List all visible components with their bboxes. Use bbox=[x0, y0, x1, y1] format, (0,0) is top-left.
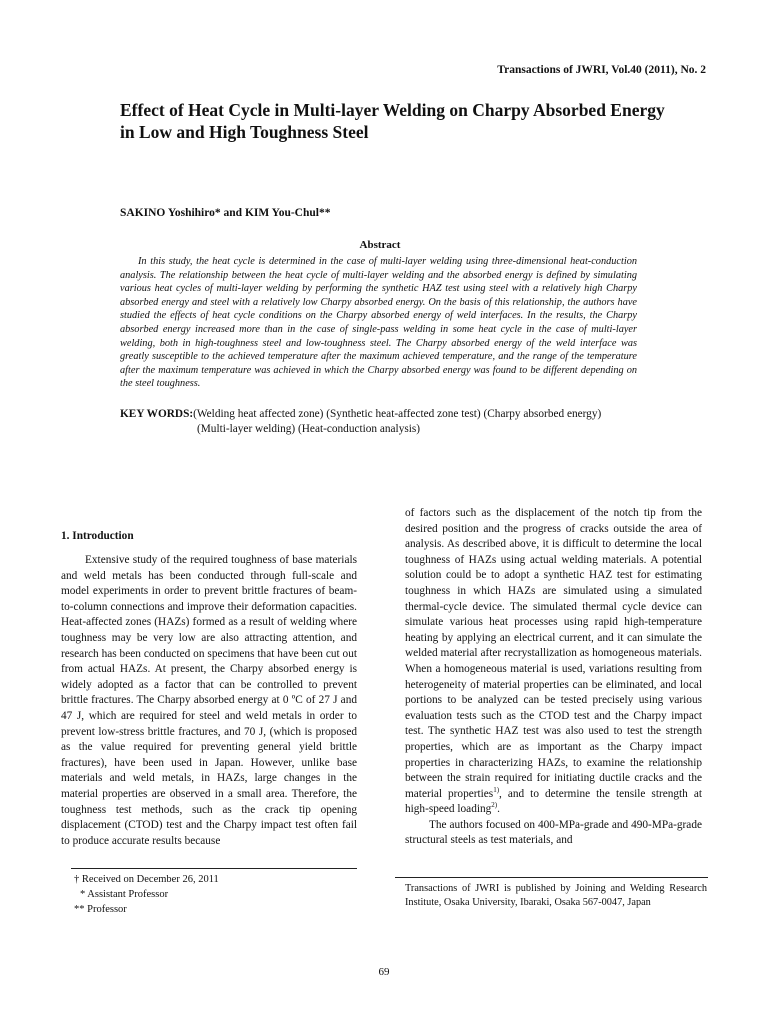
section-heading-introduction: 1. Introduction bbox=[61, 530, 134, 542]
footnote-professor: ** Professor bbox=[74, 904, 127, 915]
abstract-heading: Abstract bbox=[359, 239, 401, 251]
footnote-assistant-professor: * Assistant Professor bbox=[80, 889, 169, 900]
paper-title: Effect of Heat Cycle in Multi-layer Welding on Charpy Absorbed Energy in Low and High Toughness Steel bbox=[120, 100, 665, 142]
intro-continued-text-b: , and to determine the tensile strength at high-speed loading bbox=[405, 787, 702, 816]
footnote-divider bbox=[71, 868, 357, 869]
intro-paragraph-1: Extensive study of the required toughness of base materials and weld metals has been conducted through full-scale and model experiments in order to prevent brittle fractures of beam-to-column connections and improve their deformation capacities. Heat-affected zones (HAZs) formed as a result of welding where toughness may be very low are also attracting attention, and research has been conducted on specimens that have been cut out from actual HAZs. At present, the Charpy absorbed energy is widely adopted as a factor that can be controlled to prevent brittle fractures. The Charpy absorbed energy at 0 ºC of 27 J and 47 J, which are required for steel and weld metals in order to prevent low-stress brittle fractures, and 70 J, (which is proposed as the value required for preventing general yield brittle fractures), have been used in Japan. However, unlike base materials and weld metals, in HAZs, large changes in the material properties are observed in a small area. Therefore, the toughness test methods, such as the crack tip opening displacement (CTOD) test and the Charpy impact test often fail to produce accurate results because bbox=[61, 554, 357, 847]
journal-header: Transactions of JWRI, Vol.40 (2011), No. 2 bbox=[497, 64, 706, 76]
citation-2: 2) bbox=[491, 801, 498, 810]
publisher-divider bbox=[395, 877, 708, 878]
citation-1: 1) bbox=[493, 785, 500, 794]
footnote-received: † Received on December 26, 2011 bbox=[74, 874, 219, 885]
abstract-text: In this study, the heat cycle is determined in the case of multi-layer welding using three-dimensional heat-conduction analysis. The relationship between the heat cycle of multi-layer welding and the absorbed energy is defined by simulating various heat cycles of multi-layer welding by performing the synthetic HAZ test using steel with a relatively high Charpy absorbed energy and steel with a relatively low Charpy absorbed energy. On the basis of this relationship, the authors have studied the effects of heat cycle conditions on the Charpy absorbed energy of weld interfaces. In the results, the Charpy absorbed energy increased more than in the case of single-pass welding in some heat cycle in the case of multi-layer welding, both in high-toughness steel and low-toughness steel. The Charpy absorbed energy of the weld interface was greatly susceptible to the achieved temperature after the maximum achieved temperature, and the range of the temperature after the maximum temperature was achieved in which the Charpy absorbed energy was found to be different depending on the steel toughness. bbox=[120, 256, 637, 390]
publisher-note: Transactions of JWRI is published by Joining and Welding Research Institute, Osaka University, Ibaraki, Osaka 567-0047, Japan bbox=[405, 883, 707, 909]
paper-authors: SAKINO Yoshihiro* and KIM You-Chul** bbox=[120, 207, 331, 219]
keywords-label: KEY WORDS: bbox=[120, 408, 194, 420]
keywords bbox=[120, 407, 638, 436]
body-column-left bbox=[61, 553, 357, 849]
intro-paragraph-2: The authors focused on 400-MPa-grade and 490-MPa-grade structural steels as test materials, and bbox=[405, 818, 702, 847]
intro-paragraph-continued bbox=[405, 506, 702, 818]
page-number: 69 bbox=[378, 966, 390, 978]
keywords-line-2: (Multi-layer welding) (Heat-conduction analysis) bbox=[197, 422, 421, 435]
footnotes bbox=[74, 872, 219, 917]
body-column-right bbox=[405, 506, 702, 849]
keywords-line-1: (Welding heat affected zone) (Synthetic heat-affected zone test) (Charpy absorbed energy) bbox=[193, 408, 602, 420]
intro-continued-text-c: . bbox=[497, 803, 500, 816]
intro-continued-text: of factors such as the displacement of the notch tip from the desired position and the progress of cracks outside the area of analysis. As described above, it is difficult to determine the local toughness of HAZs using actual welding materials. A potential solution could be to adopt a synthetic HAZ test for estimating toughness in which HAZs are simulated using a simulated thermal-cycle device. The simulated thermal cycle device can simulate various heat processes using rapid high-temperature heating by applying an electrical current, and it can simulate the welded material after recrystallization as homogeneous materials. When a homogeneous material is used, variations resulting from heterogeneity of material properties can be eliminated, and local portions to be analyzed can be tested precisely using various evaluation tests such as the CTOD test and the Charpy impact test. The synthetic HAZ test was also used to test the strength properties, which are as important as the Charpy impact properties in characterizing HAZs, to examine the relationship between the strain required for initiating ductile cracks and the material properties bbox=[405, 507, 702, 800]
